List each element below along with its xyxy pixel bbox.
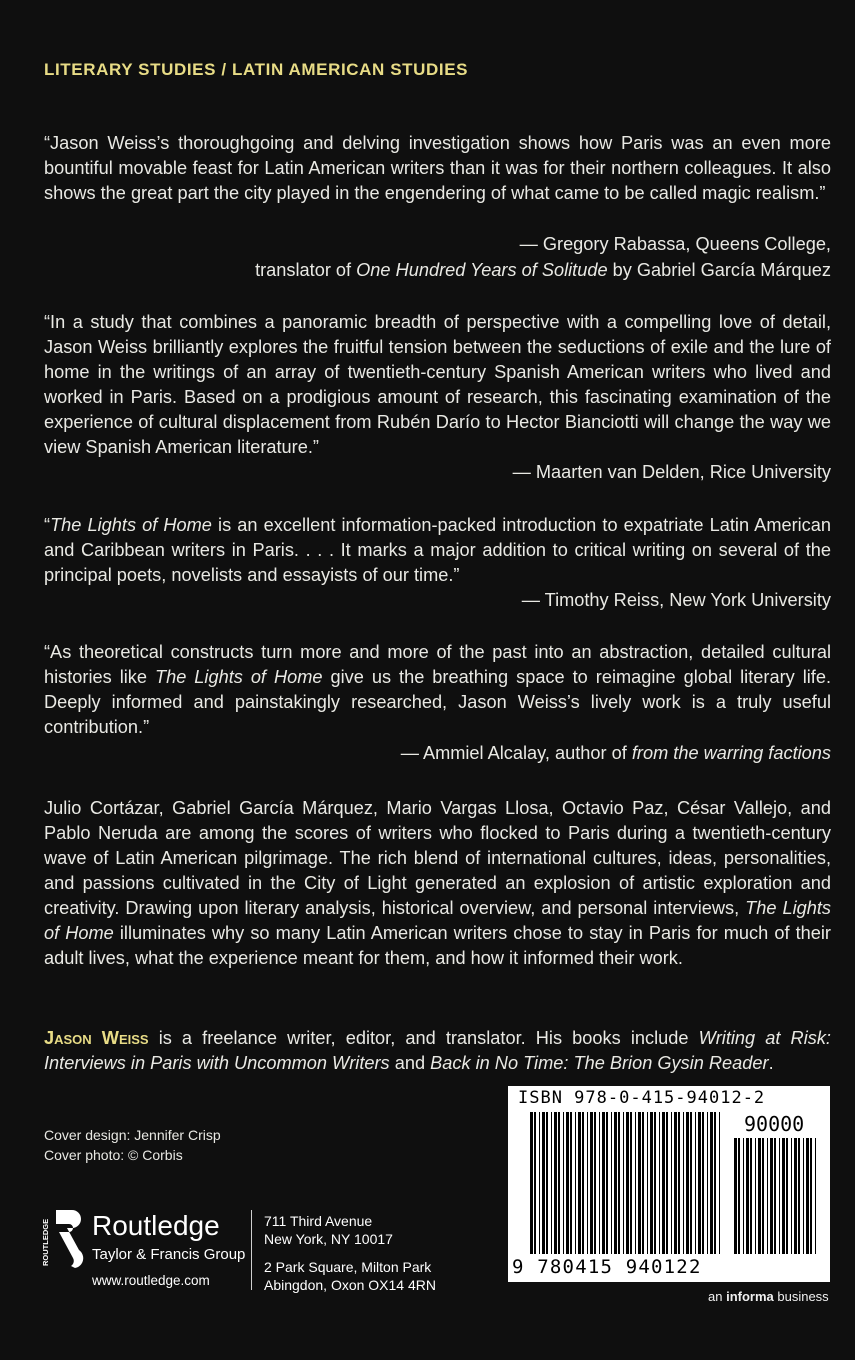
address-new-york: 711 Third Avenue New York, NY 10017 [264, 1213, 393, 1247]
quote-1-attribution: — Gregory Rabassa, Queens College, [519, 234, 831, 254]
barcode-bars [508, 1086, 830, 1282]
isbn-label: ISBN 978-0-415-94012-2 [518, 1088, 766, 1108]
book-title: Back in No Time: The Brion Gysin Reader [430, 1053, 769, 1073]
book-title: One Hundred Years of Solitude [356, 260, 608, 280]
publisher-url[interactable]: www.routledge.com [92, 1273, 210, 1288]
quote-2-attribution: — Maarten van Delden, Rice University [512, 462, 831, 482]
cover-photo-credit: Cover photo: © Corbis [44, 1147, 183, 1163]
category-label: LITERARY STUDIES / LATIN AMERICAN STUDIES [44, 60, 469, 79]
quote-2-text: “In a study that combines a panoramic breadth of perspective with a compelling love of detail, Jason Weiss brilliantly explores the fruitful tension between the seductions of exile and the lure of home in the writings of an array of twentieth-century Spanish American writers who lived and worked in Paris. Based on a prodigious amount of research, this fascinating examination of the experience of cultural displacement from Rubén Darío to Hector Bianciotti will change the way we view Spanish American literature.” [44, 312, 831, 457]
cover-design-credit: Cover design: Jennifer Crisp [44, 1127, 221, 1143]
isbn-barcode [508, 1086, 830, 1282]
author-bio: Jason Weiss is a freelance writer, editor, and translator. His books include Writing at Risk: Interviews in Paris with Uncommon Writers and Back in No Time: The Brion Gysin Reader. [44, 1028, 831, 1073]
quote-3-text: “The Lights of Home is an excellent information-packed introduction to expatriate Latin American and Caribbean writers in Paris. . . . It marks a major addition to critical writing on several of the principal poets, novelists and essayists of our time.” [44, 515, 832, 585]
publisher-divider [251, 1210, 252, 1290]
quote-3-attribution: — Timothy Reiss, New York University [521, 590, 831, 610]
book-title: Writing at Risk: Interviews in Paris with Uncommon Writers [44, 1028, 831, 1073]
quote-4-attribution: — Ammiel Alcalay, author of from the warring factions [400, 743, 831, 763]
informa-brand: informa [726, 1289, 774, 1304]
cover-credits [44, 1125, 221, 1165]
book-title: The Lights of Home [50, 515, 212, 535]
barcode-digits: 9 780415 940122 [512, 1256, 702, 1278]
book-title: from the warring factions [631, 743, 831, 763]
routledge-logo-icon [40, 1206, 84, 1270]
publisher-name: Routledge [92, 1210, 220, 1241]
book-description: Julio Cortázar, Gabriel García Márquez, Mario Vargas Llosa, Octavio Paz, César Vallejo, and Pablo Neruda are among the scores of writers who flocked to Paris during a twentieth-century wave of Latin American pilgrimage. The rich blend of international cultures, ideas, personalities, and passions cultivated in the City of Light generated an explosion of artistic exploration and creativity. Drawing upon literary analysis, historical overview, and personal interviews, The Lights of Home illuminates why so many Latin American writers chose to stay in Paris for much of their adult lives, what the experience meant for them, and how it informed their work. [44, 798, 831, 968]
quote-4-text: “As theoretical constructs turn more and more of the past into an abstraction, detailed cultural histories like The Lights of Home give us the breathing space to reimagine global literary life. Deeply informed and painstakingly researched, Jason Weiss’s lively work is a truly useful contribution.” [44, 642, 831, 737]
book-title: The Lights of Home [154, 667, 323, 687]
book-title: The Lights of Home [44, 898, 831, 943]
logo-vertical-text: ROUTLEDGE [41, 1218, 50, 1266]
informa-tagline: an informa business [708, 1289, 829, 1304]
quote-1-attribution-line2: translator of One Hundred Years of Solitude by Gabriel García Márquez [255, 260, 831, 280]
publisher-group: Taylor & Francis Group [92, 1246, 246, 1263]
price-code: 90000 [744, 1112, 805, 1136]
address-uk: 2 Park Square, Milton Park Abingdon, Oxon OX14 4RN [264, 1259, 436, 1293]
author-name: Jason Weiss [44, 1028, 149, 1048]
quote-1-text: “Jason Weiss’s thoroughgoing and delving investigation shows how Paris was an even more bountiful movable feast for Latin American writers than it was for their northern colleagues. It also shows the great part the city played in the engendering of what came to be called magic realism.” [44, 133, 831, 203]
